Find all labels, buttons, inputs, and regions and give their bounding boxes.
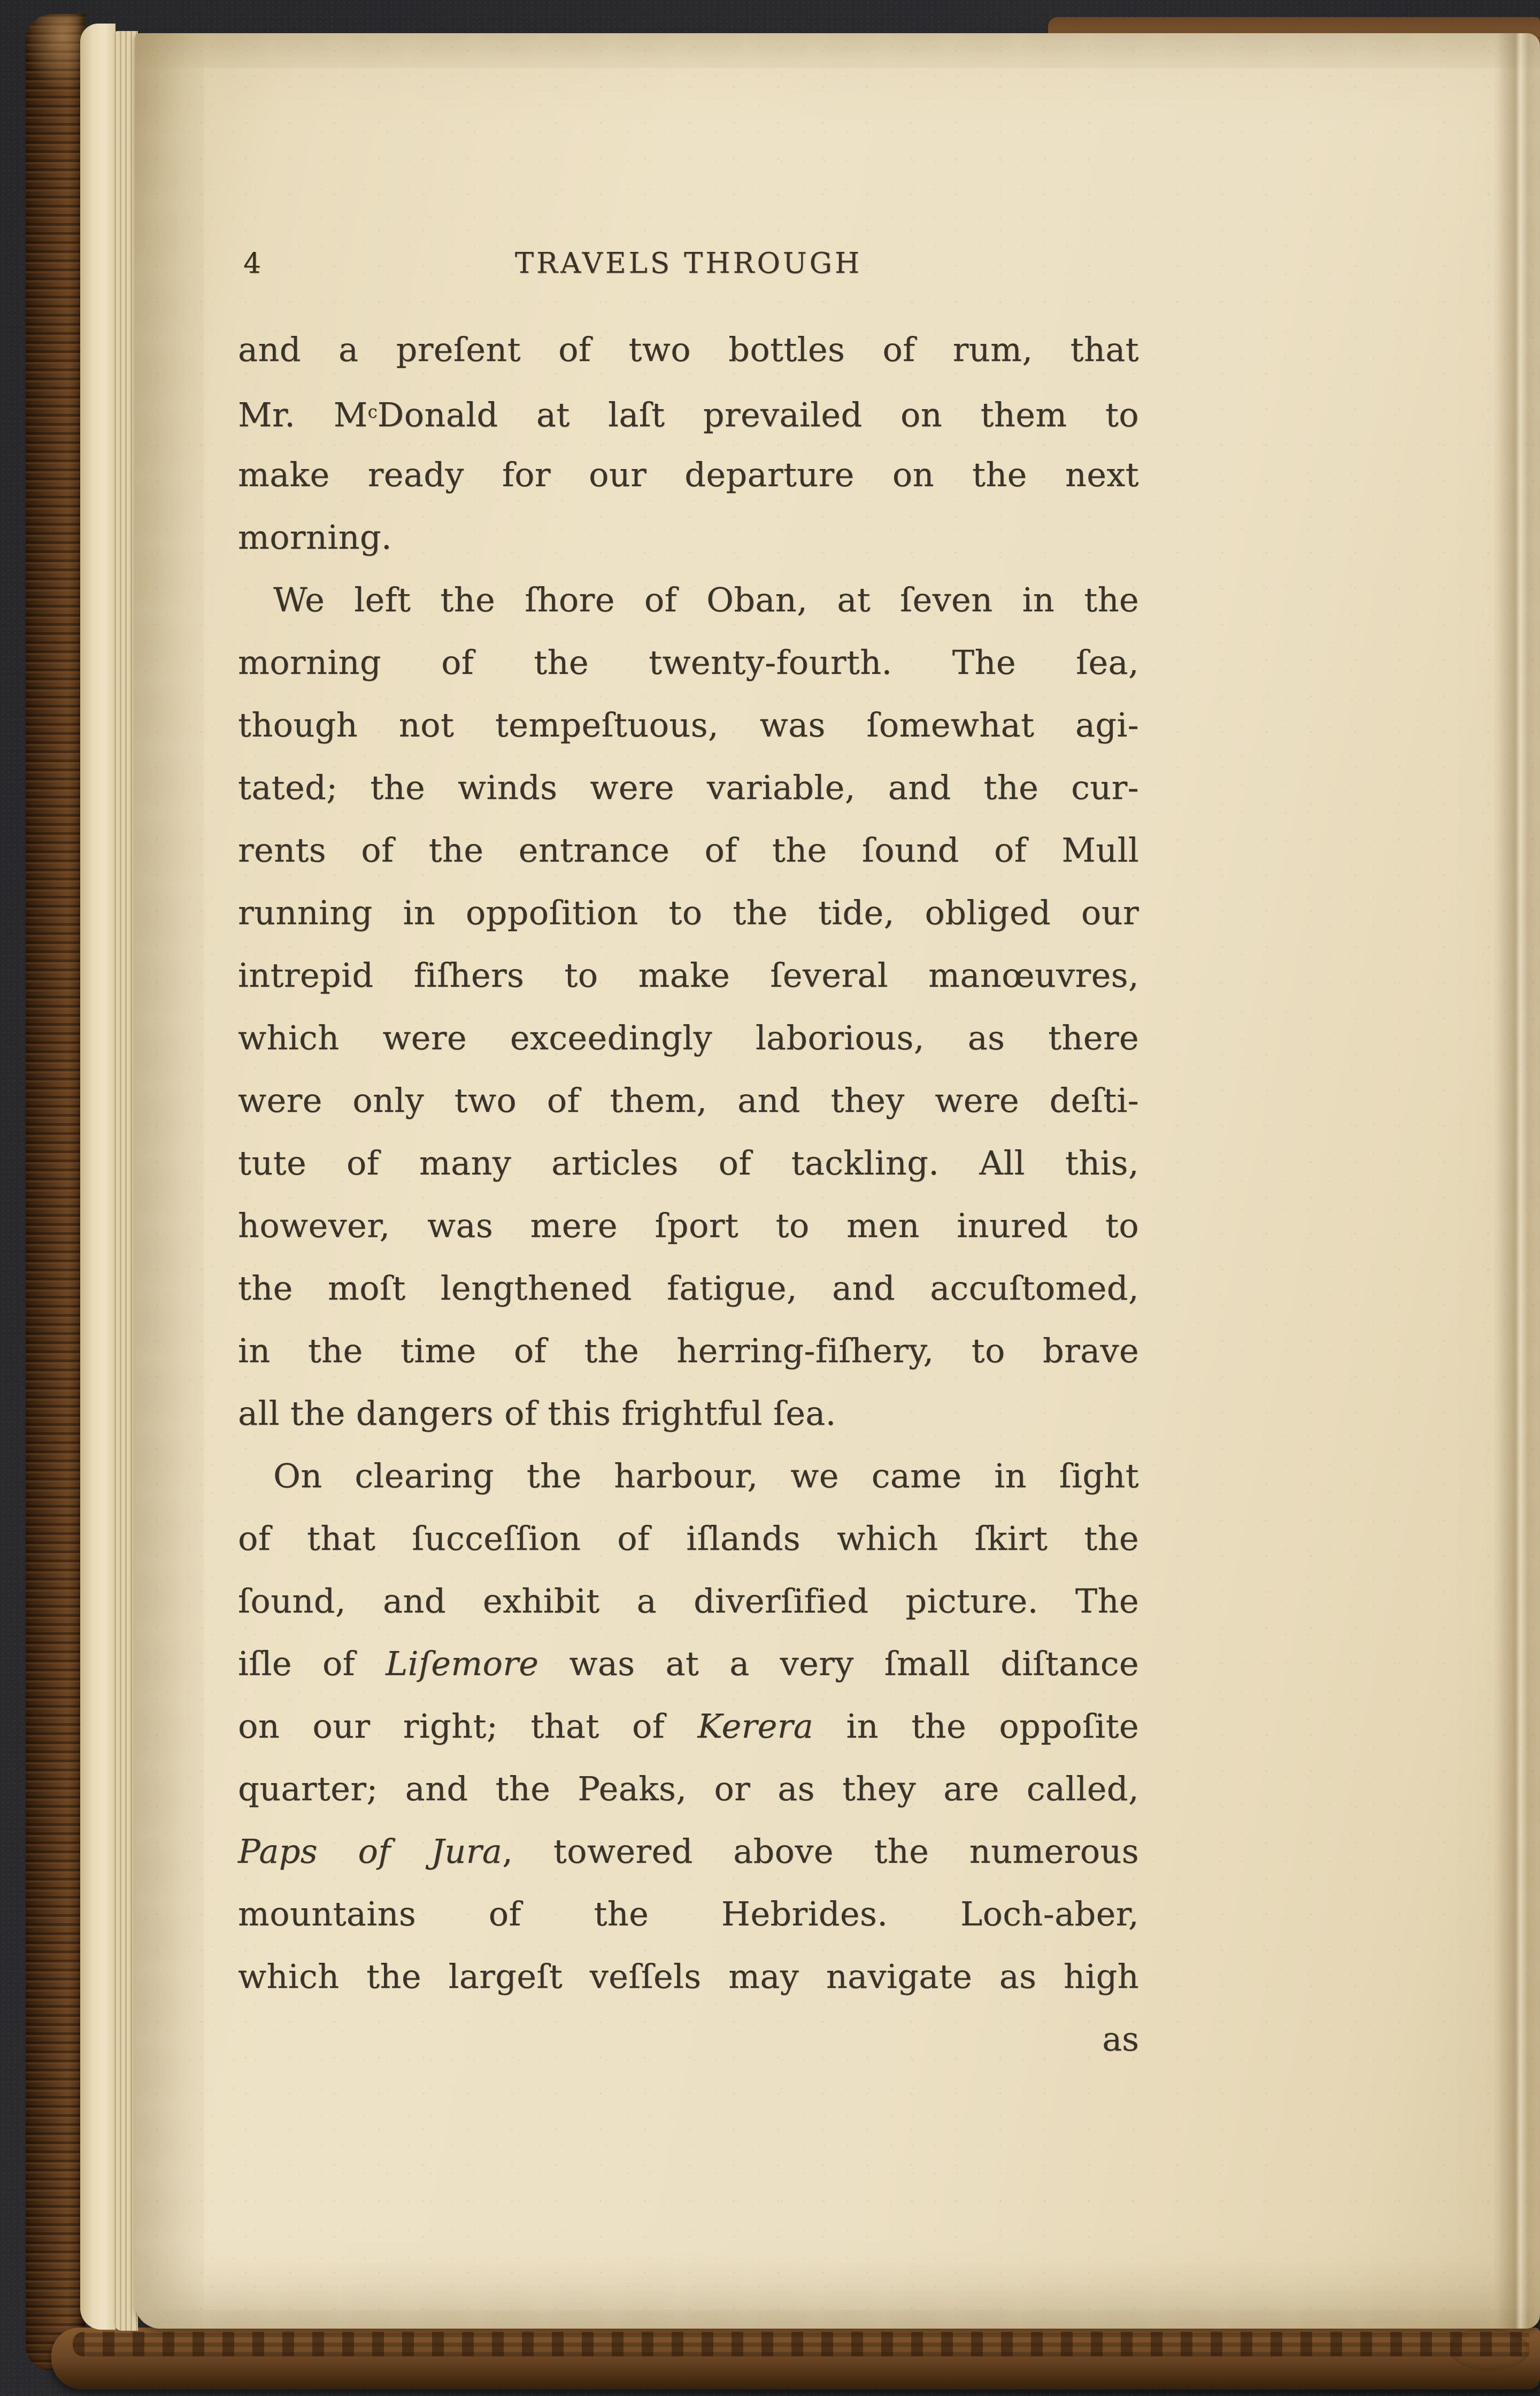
text-segment: Donald at laſt prevailed on them to (377, 395, 1139, 435)
page-crease (1497, 33, 1537, 2329)
text-line (238, 1319, 1139, 1382)
text-line (238, 694, 1139, 756)
text-line (238, 569, 1139, 631)
book-page (135, 33, 1540, 2329)
text-segment: intrepid fiſhers to make ſeveral manœuvres, (238, 956, 1139, 995)
book-spine (26, 14, 86, 2370)
text-segment: We left the ſhore of Oban, at ſeven in the (273, 580, 1139, 619)
text-line (238, 1632, 1139, 1695)
text-line (238, 756, 1139, 819)
text-segment: and a preſent of two bottles of rum, that (238, 330, 1139, 369)
text-segment: Mr. M (238, 395, 368, 435)
text-segment: on our right; that of (238, 1707, 698, 1746)
running-title: TRAVELS THROUGH (514, 247, 863, 280)
text-line (238, 506, 1139, 569)
cover-corner-detail (1450, 2329, 1529, 2370)
text-segment: rents of the entrance of the ſound of Mull (238, 831, 1139, 870)
text-line (238, 1945, 1139, 2008)
text-segment: quarter; and the Peaks, or as they are called, (238, 1769, 1139, 1808)
text-segment: of that ſucceſſion of iſlands which ſkirt the (238, 1519, 1139, 1558)
text-line (238, 443, 1139, 506)
catchword: as (1102, 2019, 1139, 2059)
text-segment: running in oppoſition to the tide, obliged our (238, 893, 1139, 932)
text-segment: however, was mere ſport to men inured to (238, 1206, 1139, 1245)
text-line (238, 318, 1139, 381)
text-segment: tated; the winds were variable, and the cur- (238, 768, 1139, 807)
text-line (238, 1757, 1139, 1820)
page-number: 4 (243, 248, 261, 280)
text-segment: was at a very ſmall diſtance (538, 1644, 1139, 1683)
text-segment: morning. (238, 518, 392, 557)
italic-text: Liſemore (386, 1644, 539, 1683)
text-line (238, 1695, 1139, 1757)
text-line (238, 1069, 1139, 1132)
text-segment: in the oppoſite (813, 1707, 1139, 1746)
text-segment: make ready for our departure on the next (238, 455, 1139, 494)
text-line (238, 1257, 1139, 1319)
text-segment: , towered above the numerous (502, 1832, 1139, 1871)
text-line (238, 1382, 1139, 1445)
text-segment: which the largeſt veſſels may navigate as high (238, 1957, 1139, 1996)
text-segment: which were exceedingly laborious, as there (238, 1018, 1139, 1057)
italic-text: Paps of Jura (238, 1832, 503, 1871)
text-segment: though not tempeſtuous, was ſomewhat agi- (238, 705, 1139, 744)
text-segment: tute of many articles of tackling. All this, (238, 1143, 1139, 1182)
text-line (238, 1820, 1139, 1883)
text-line (238, 1570, 1139, 1632)
text-segment: the moſt lengthened fatigue, and accuſtomed, (238, 1269, 1139, 1308)
text-line (238, 881, 1139, 944)
text-line (238, 1883, 1139, 1945)
text-segment: morning of the twenty-fourth. The ſea, (238, 643, 1139, 682)
text-segment: were only two of them, and they were deſti- (238, 1081, 1139, 1120)
text-line (238, 1132, 1139, 1194)
text-block (238, 318, 1139, 2008)
text-line (238, 944, 1139, 1007)
text-segment: in the time of the herring-fiſhery, to brave (238, 1331, 1139, 1370)
text-segment: all the dangers of this frightful ſea. (238, 1394, 836, 1433)
text-segment: On clearing the harbour, we came in ſight (273, 1456, 1139, 1495)
page-header (238, 238, 1139, 289)
text-line (238, 1007, 1139, 1069)
text-line (238, 381, 1139, 443)
page-stack-edge (80, 24, 116, 2330)
text-line (238, 631, 1139, 694)
text-line (238, 1445, 1139, 1507)
text-line (238, 819, 1139, 881)
cover-tooling-pattern (73, 2332, 1529, 2356)
text-line (238, 1507, 1139, 1570)
book-cover-bottom-edge (51, 2328, 1540, 2390)
text-segment: mountains of the Hebrides. Loch-aber, (238, 1894, 1139, 1933)
text-segment: iſle of (238, 1644, 386, 1683)
text-segment: c (367, 402, 378, 422)
italic-text: Kerera (697, 1707, 814, 1746)
text-segment: ſound, and exhibit a diverſified picture. The (238, 1581, 1139, 1621)
text-line (238, 1194, 1139, 1257)
